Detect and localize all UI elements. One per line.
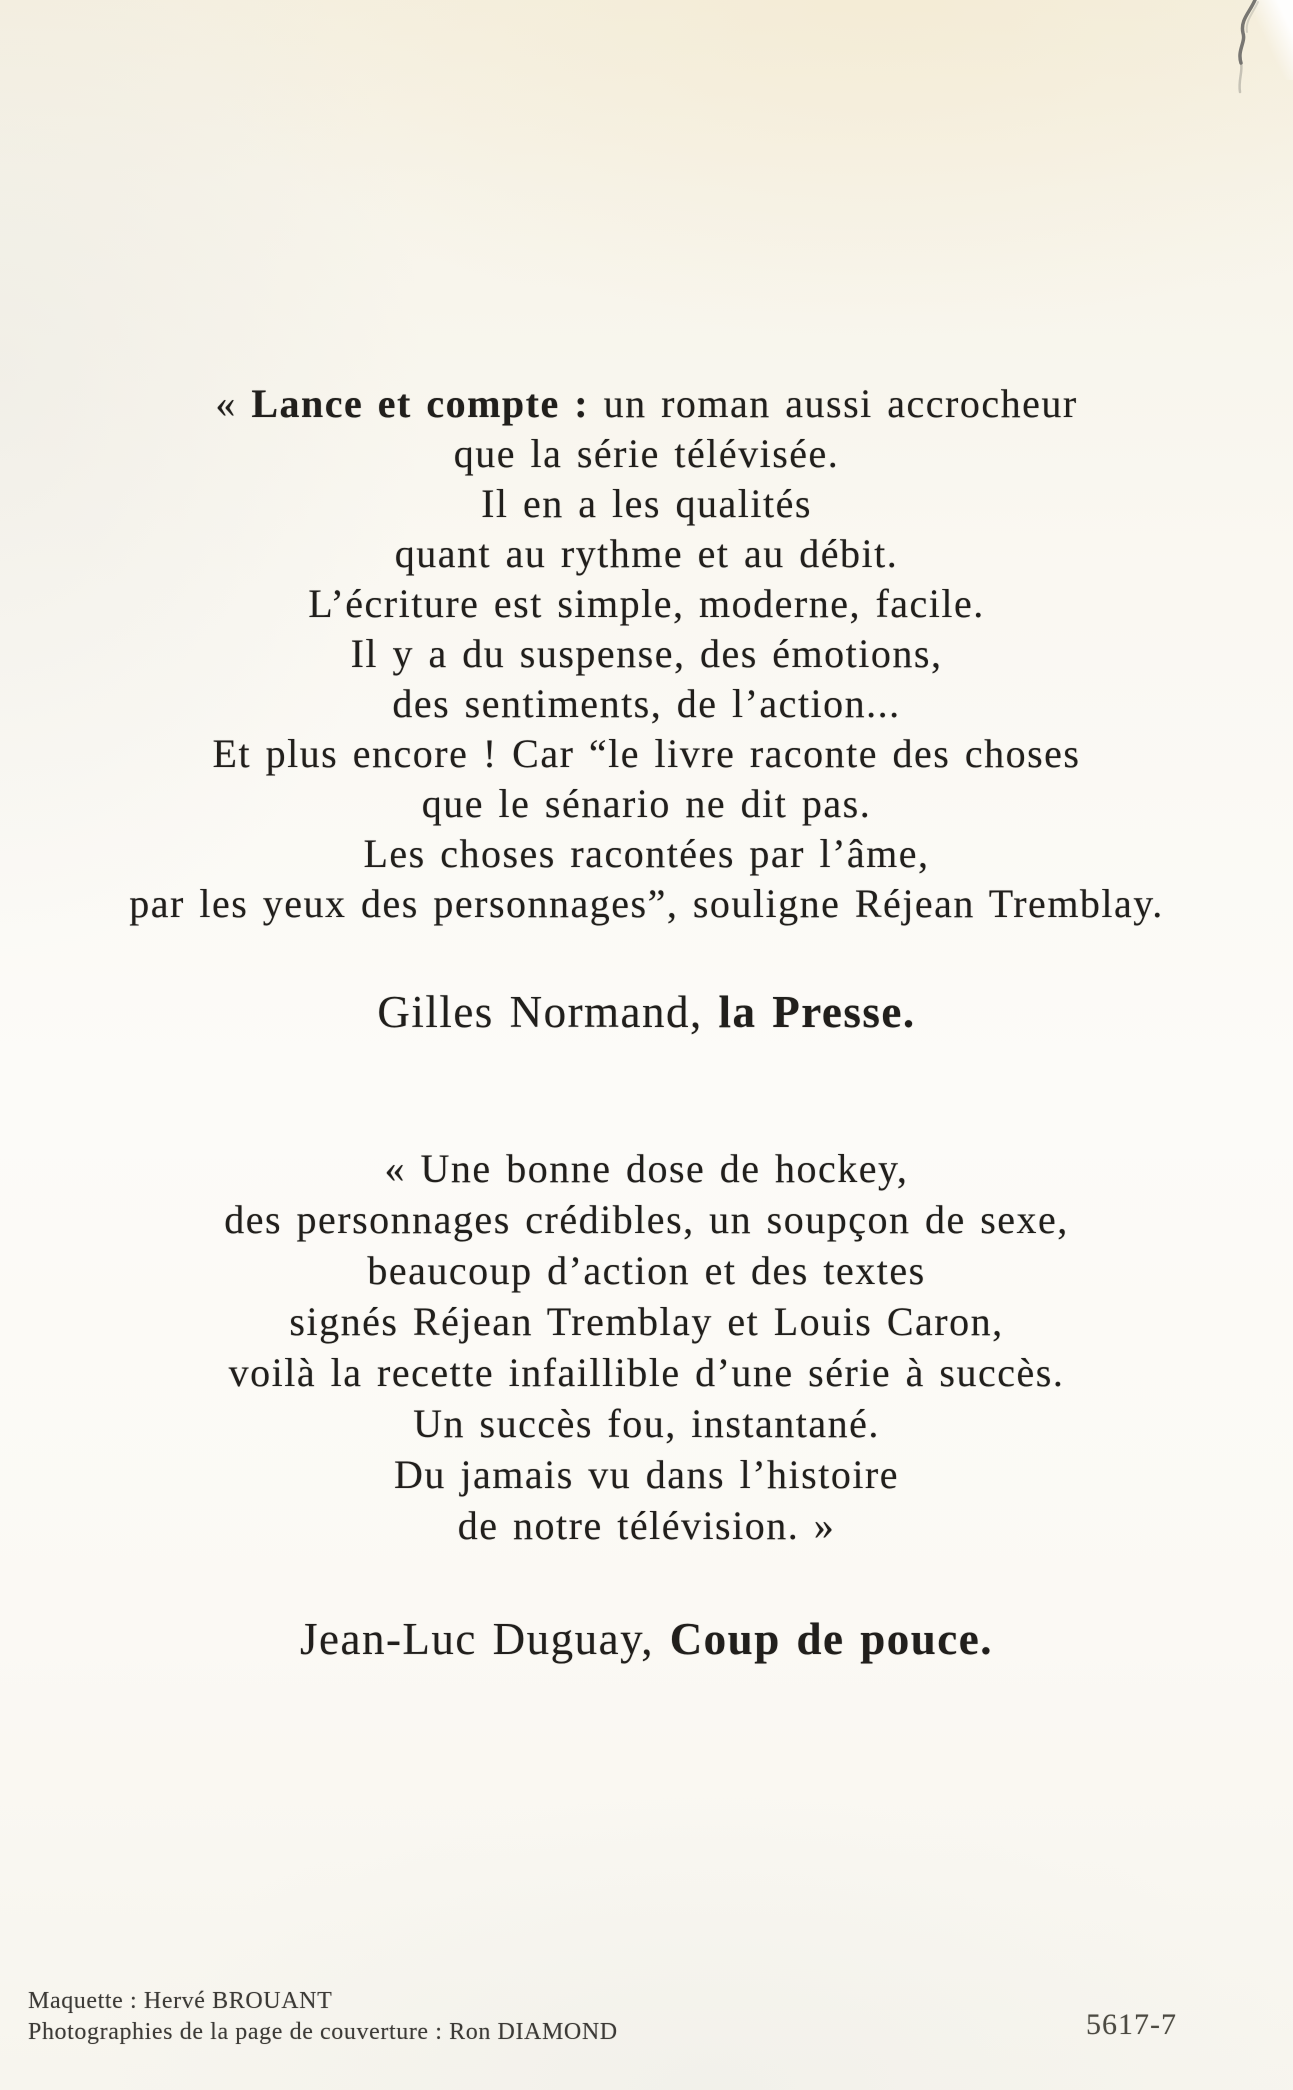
quote1-line1-rest: un roman aussi accrocheur bbox=[603, 381, 1078, 426]
opening-guillemet: « bbox=[215, 381, 237, 426]
maquette-credit: Maquette : Hervé BROUANT bbox=[28, 1988, 333, 2014]
reviewer-name-2: Jean-Luc Duguay, bbox=[299, 1614, 654, 1664]
review-quote-coup-de-pouce bbox=[0, 1143, 1293, 1551]
quote1-line-11: par les yeux des personnages”, souligne Réjean Tremblay. bbox=[129, 881, 1164, 926]
quote2-line-6: Un succès fou, instantané. bbox=[413, 1401, 880, 1446]
quote2-line-5: voilà la recette infaillible d’une série à succès. bbox=[228, 1350, 1065, 1395]
photography-credit: Photographies de la page de couverture : Ron DIAMOND bbox=[28, 2019, 618, 2045]
quote1-line-6: Il y a du suspense, des émotions, bbox=[350, 631, 943, 676]
quote2-line-1: « Une bonne dose de hockey, bbox=[384, 1146, 909, 1191]
quote1-line-8: Et plus encore ! Car “le livre raconte des choses bbox=[212, 731, 1081, 776]
quote1-line-7: des sentiments, de l’action... bbox=[392, 681, 901, 726]
quote2-line-3: beaucoup d’action et des textes bbox=[367, 1248, 926, 1293]
footer-credits bbox=[28, 1986, 618, 2048]
quote1-line-10: Les choses racontées par l’âme, bbox=[363, 831, 930, 876]
quote1-line-2: que la série télévisée. bbox=[453, 431, 840, 476]
edition-code: 5617-7 bbox=[1086, 2008, 1177, 2041]
crease-mark-icon bbox=[1222, 0, 1278, 100]
quote2-line-7: Du jamais vu dans l’histoire bbox=[393, 1452, 900, 1497]
book-title-lead: Lance et compte : bbox=[251, 381, 590, 426]
attribution-la-presse bbox=[0, 984, 1293, 1040]
publication-name-2: Coup de pouce. bbox=[669, 1614, 993, 1664]
publication-name-1: la Presse. bbox=[718, 987, 916, 1037]
quote1-line-4: quant au rythme et au débit. bbox=[394, 531, 899, 576]
quote1-line-3: Il en a les qualités bbox=[481, 481, 812, 526]
review-quote-la-presse bbox=[0, 379, 1293, 929]
quote1-line-9: que le sénario ne dit pas. bbox=[421, 781, 872, 826]
quote1-line-5: L’écriture est simple, moderne, facile. bbox=[308, 581, 985, 626]
reviewer-name-1: Gilles Normand, bbox=[377, 987, 703, 1037]
quote2-line-4: signés Réjean Tremblay et Louis Caron, bbox=[289, 1299, 1004, 1344]
quote1-line-1 bbox=[0, 379, 1293, 429]
attribution-coup-de-pouce bbox=[0, 1611, 1293, 1667]
quote2-line-8: de notre télévision. » bbox=[457, 1503, 836, 1548]
quote2-line-2: des personnages crédibles, un soupçon de sexe, bbox=[224, 1197, 1069, 1242]
